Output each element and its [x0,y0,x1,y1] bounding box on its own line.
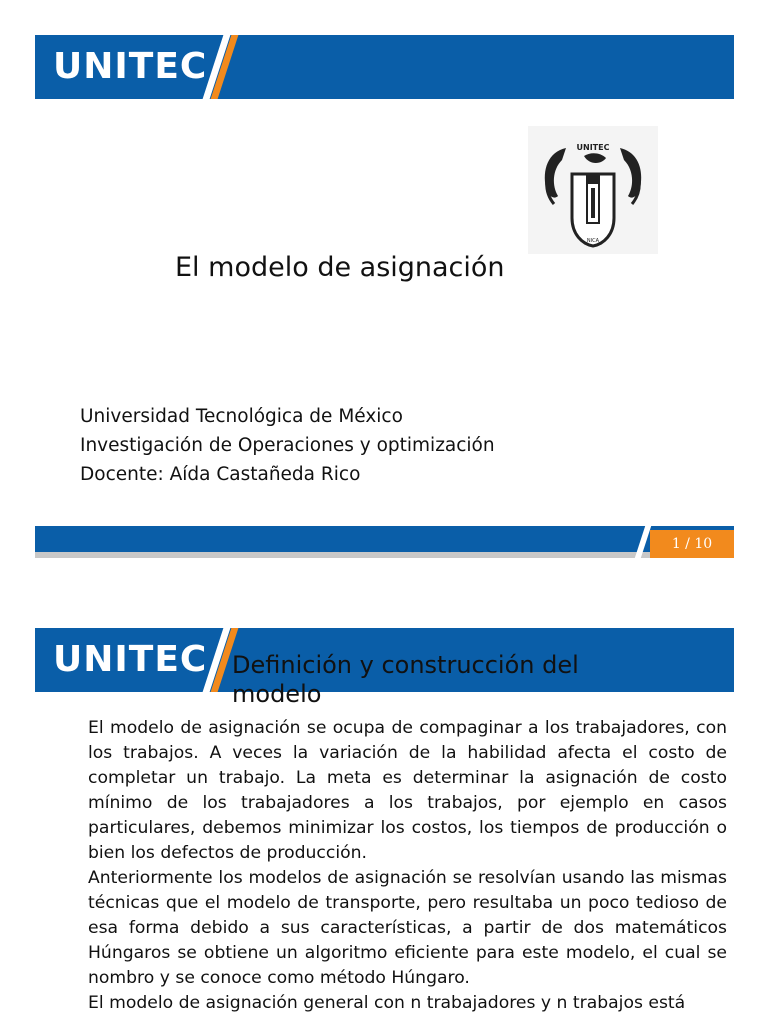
slide-title: El modelo de asignación [175,252,505,283]
unitec-logo-2: UNITEC [53,639,208,680]
footer-shadow [35,552,734,558]
svg-text:NICA: NICA [586,238,600,244]
paragraph-3: El modelo de asignación general con n trabajadores y n trabajos está [88,993,686,1013]
page-number-badge: 1 / 10 [650,530,734,558]
teacher-name: Docente: Aída Castañeda Rico [80,464,361,485]
slide-2-title: Definición y construcción del modelo [232,651,579,708]
university-name: Universidad Tecnológica de México [80,406,403,427]
course-name: Investigación de Operaciones y optimización [80,435,495,456]
header-bar [35,35,734,99]
logo-area [35,35,210,99]
course-info [80,402,495,489]
unitec-seal-icon [528,126,658,254]
slide-2-body [88,716,727,1016]
paragraph-2: Anteriormente los modelos de asignación se resolvían usando las mismas técnicas que el modelo de transporte, pero resultaba un poco tedioso de esa forma debido a sus características, a partir de dos matemáticos Húngaros se obtiene un algoritmo eficiente para este modelo, el cual se nombro y se conoce como método Húngaro. [88,868,727,988]
logo-area-2 [35,628,210,692]
seal-label: UNITEC [576,143,610,152]
paragraph-1: El modelo de asignación se ocupa de compaginar a los trabajadores, con los trabajos. A veces la variación de la habilidad afecta el costo de completar un trabajo. La meta es determinar la asignación de costo mínimo de los trabajadores a los trabajos, por ejemplo en casos particulares, debemos minimizar los costos, los tiempos de producción o bien los defectos de producción. [88,718,727,863]
unitec-logo: UNITEC [53,46,208,87]
